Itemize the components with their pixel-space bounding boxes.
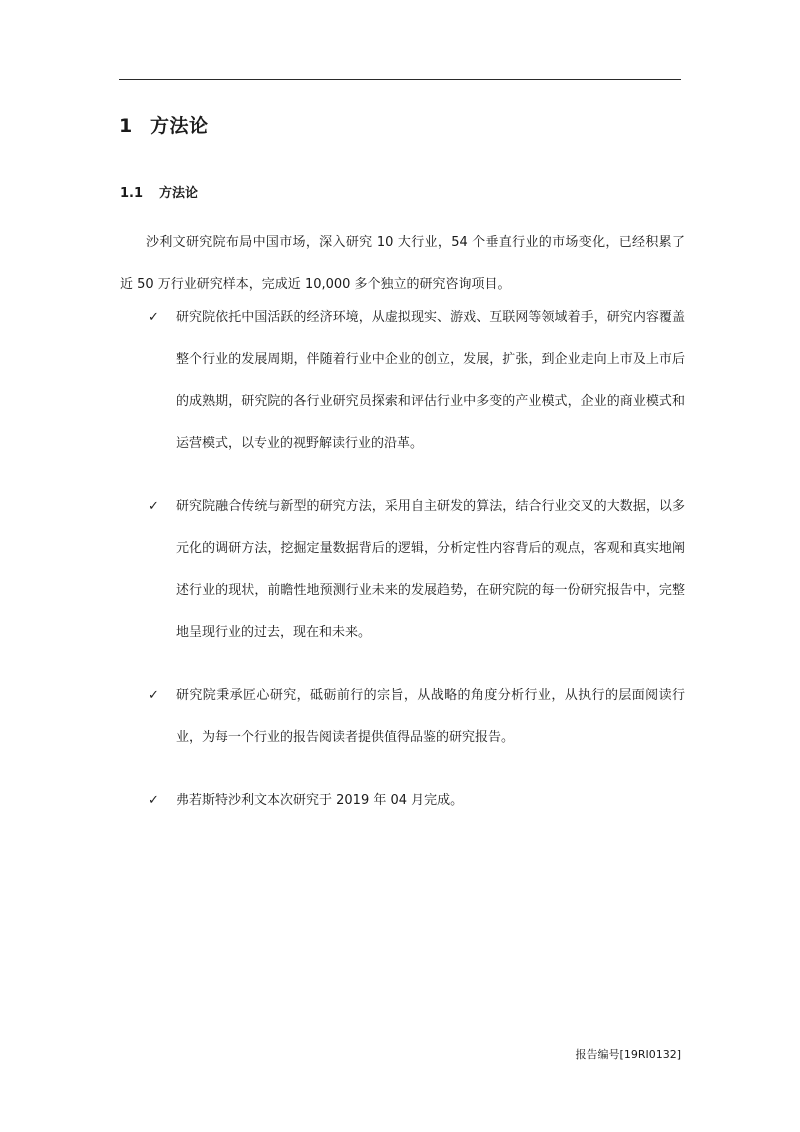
- subsection-title: 方法论: [159, 186, 199, 201]
- bullet-text: 研究院融合传统与新型的研究方法，采用自主研发的算法，结合行业交叉的大数据，以多元化的调研方法，挖掘定量数据背后的逻辑，分析定性内容背后的观点，客观和真实地阐述行业的现状，前瞻性地预测行业未来的发展趋势，在研究院的每一份研究报告中，完整地呈现行业的过去，现在和未来。: [176, 499, 685, 640]
- section-heading: [119, 111, 209, 138]
- bullet-text: 研究院依托中国活跃的经济环境，从虚拟现实、游戏、互联网等领域着手，研究内容覆盖整个行业的发展周期，伴随着行业中企业的创立，发展，扩张，到企业走向上市及上市后的成熟期，研究院的各行业研究员探索和评估行业中多变的产业模式，企业的商业模式和运营模式，以专业的视野解读行业的沿革。: [176, 310, 685, 451]
- section-number: 1: [119, 115, 133, 137]
- subsection-number: 1.1: [120, 186, 144, 201]
- bullet-text: 弗若斯特沙利文本次研究于 2019 年 04 月完成。: [176, 793, 464, 808]
- report-number: 报告编号[19RI0132]: [575, 1048, 681, 1061]
- bullet-text: 研究院秉承匠心研究，砥砺前行的宗旨，从战略的角度分析行业，从执行的层面阅读行业，为每一个行业的报告阅读者提供值得品鉴的研究报告。: [176, 688, 685, 745]
- subsection-heading: [120, 182, 198, 201]
- intro-paragraph: 沙利文研究院布局中国市场，深入研究 10 大行业，54 个垂直行业的市场变化，已经积累了近 50 万行业研究样本，完成近 10,000 多个独立的研究咨询项目。: [120, 235, 685, 292]
- bullet-item: [120, 297, 685, 465]
- header-rule: [119, 79, 681, 80]
- checkmark-icon: ✓: [148, 499, 159, 514]
- checkmark-icon: ✓: [148, 793, 159, 808]
- bullet-item: [120, 780, 685, 822]
- bullet-item: [120, 675, 685, 759]
- section-title: 方法论: [150, 115, 209, 137]
- checkmark-icon: ✓: [148, 310, 159, 325]
- bullet-item: [120, 486, 685, 654]
- checkmark-icon: ✓: [148, 688, 159, 703]
